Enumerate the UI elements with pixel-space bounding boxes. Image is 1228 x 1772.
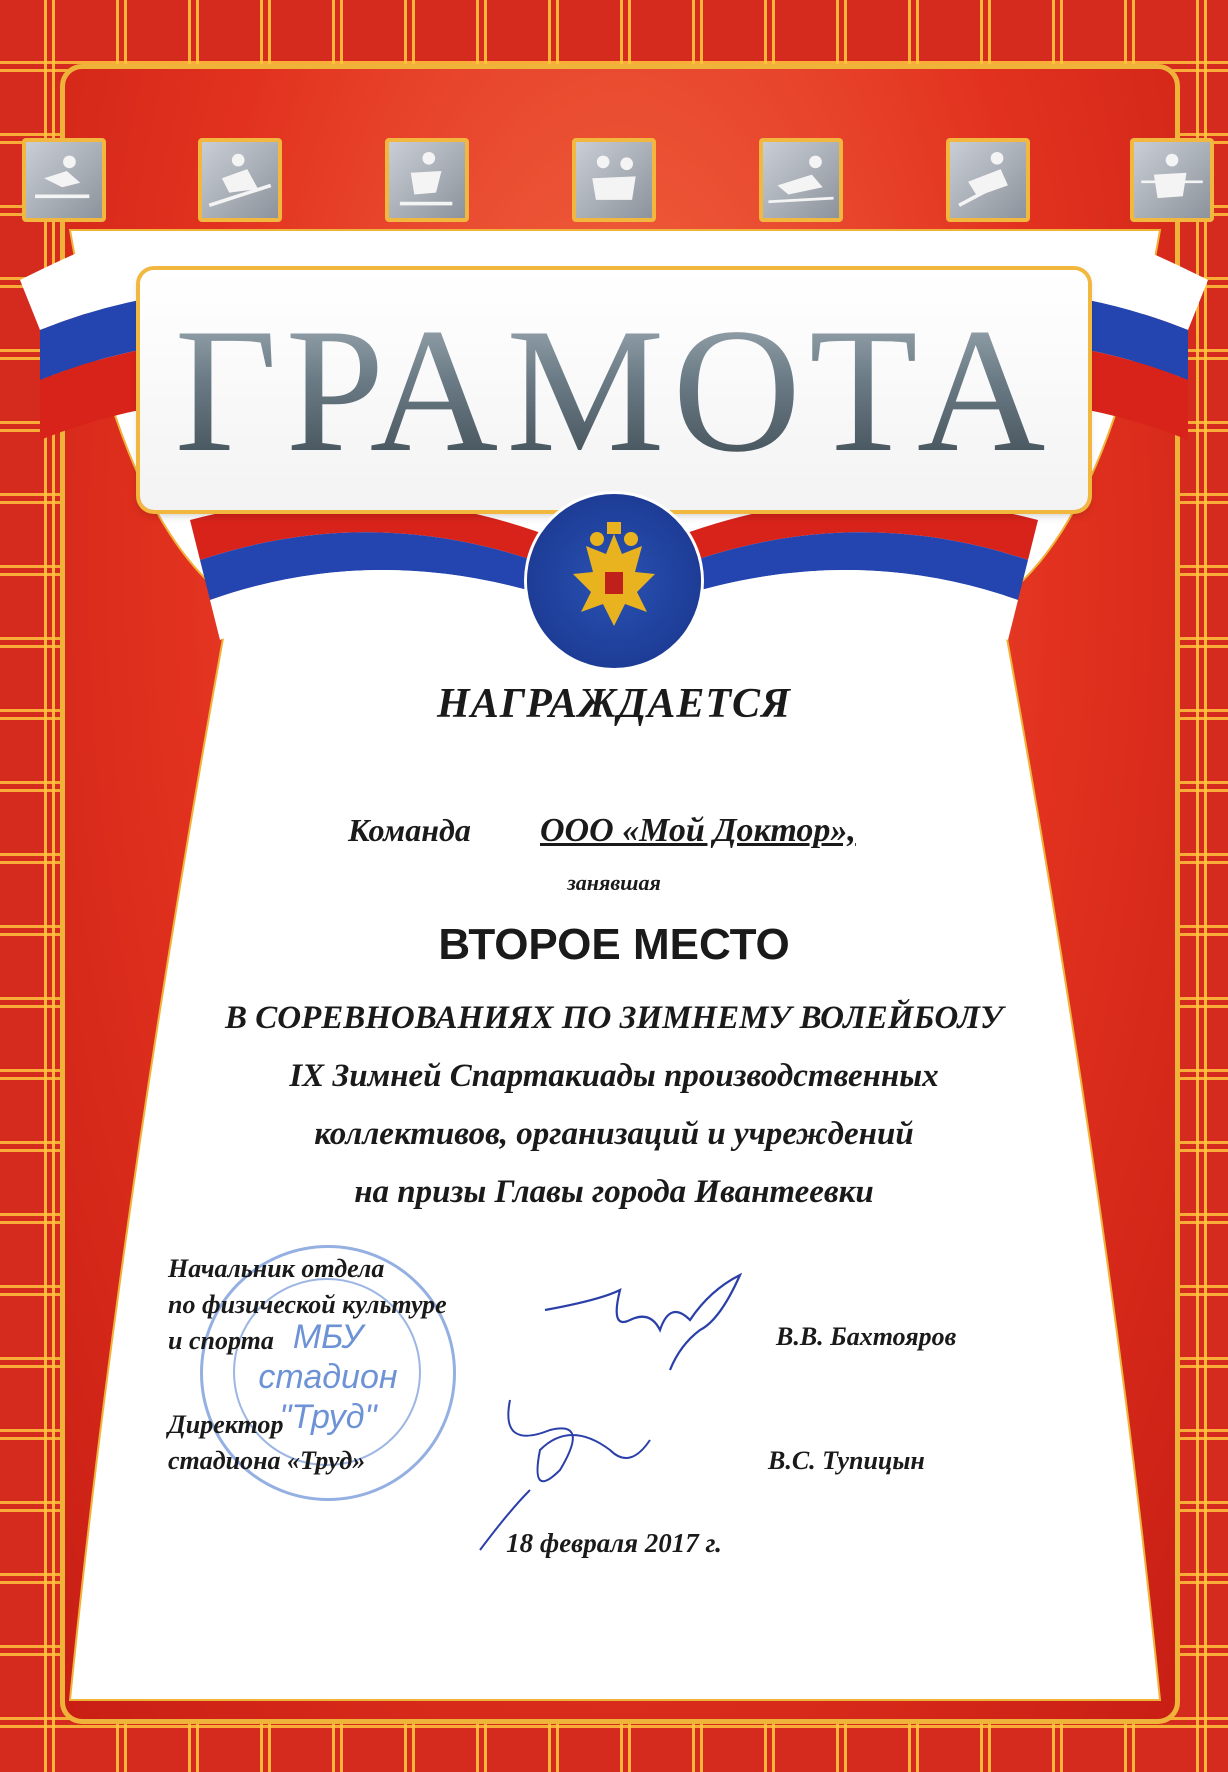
place-heading: ВТОРОЕ МЕСТО xyxy=(438,920,790,969)
stamp-line-1: МБУ xyxy=(292,1318,364,1356)
issue-date: 18 февраля 2017 г. xyxy=(506,1528,722,1558)
certificate-title: ГРАМОТА xyxy=(140,270,1088,510)
signature-1 xyxy=(540,1270,760,1380)
signer2-title-line2: стадиона «Труд» xyxy=(168,1446,366,1475)
occupying-label: занявшая xyxy=(567,870,661,895)
team-name: ООО «Мой Доктор», xyxy=(540,812,856,849)
stamp-line-3: "Труд" xyxy=(279,1398,377,1436)
signer1-title-line1: Начальник отдела xyxy=(168,1254,385,1283)
signer1-name: В.В. Бахтояров xyxy=(776,1322,957,1351)
stamp-line-2: стадион xyxy=(258,1358,398,1396)
competition-line-2: IX Зимней Спартакиады производственных xyxy=(289,1058,939,1094)
competition-line-4: на призы Главы города Ивантеевки xyxy=(354,1174,874,1210)
double-headed-eagle-icon xyxy=(527,494,701,668)
signer1-title-line2: по физической культуре xyxy=(168,1290,447,1319)
signer2-title-line1: Директор xyxy=(168,1410,284,1439)
signer1-title-line3: и спорта xyxy=(168,1326,274,1355)
signer2-name: В.С. Тупицын xyxy=(768,1446,925,1475)
competition-line-1: В СОРЕВНОВАНИЯХ ПО ЗИМНЕМУ ВОЛЕЙБОЛУ xyxy=(224,1000,1004,1036)
coat-of-arms-emblem xyxy=(527,494,701,668)
awarded-heading: НАГРАЖДАЕТСЯ xyxy=(437,681,791,727)
team-label: Команда xyxy=(348,812,471,848)
competition-line-3: коллективов, организаций и учреждений xyxy=(314,1116,914,1152)
